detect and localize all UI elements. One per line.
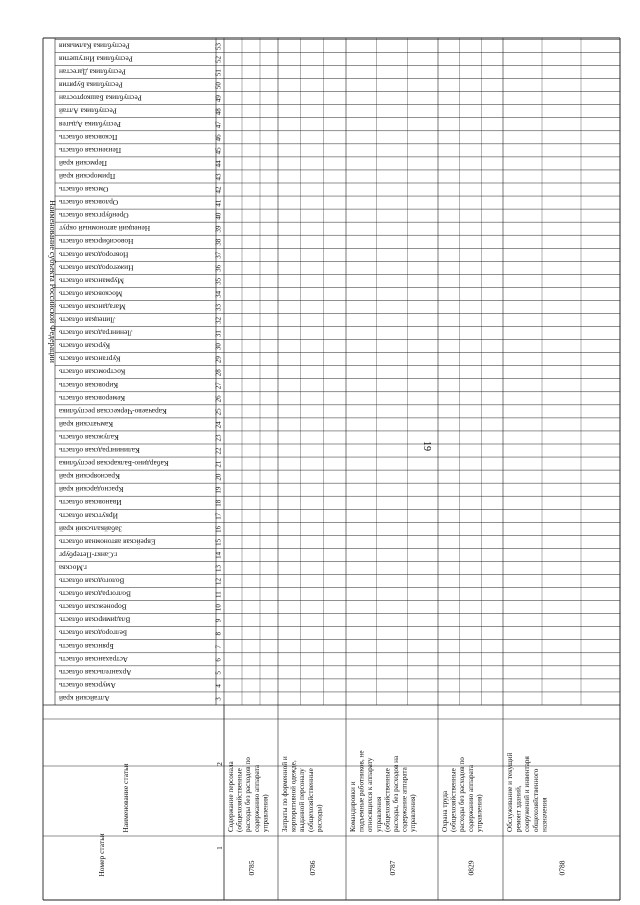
region-number: 16: [214, 525, 223, 533]
region-number: 9: [214, 618, 223, 623]
data-table: [43, 38, 620, 900]
article-name: управления: [374, 796, 383, 832]
article-name: Командировки и: [349, 781, 357, 832]
region-name: Красноярский край: [59, 472, 120, 482]
region-number: 17: [214, 512, 223, 520]
region-name: Калининградская область: [59, 446, 140, 456]
region-name: Камчатский край: [59, 419, 114, 429]
region-number: 50: [214, 82, 223, 90]
region-number: 19: [214, 486, 223, 494]
article-name: Затраты по форменной и: [281, 756, 289, 832]
article-name: Охрана труда: [441, 790, 449, 832]
article-name: расходы, без расходов на: [392, 755, 400, 832]
region-name: Алтайский край: [59, 693, 110, 703]
region-number: 18: [214, 499, 223, 507]
region-number: 10: [214, 604, 223, 612]
region-name: Ленинградская область: [59, 328, 133, 338]
region-number: 49: [214, 95, 223, 103]
region-number: 40: [214, 212, 223, 220]
group-header: Наименование субъекта Российской Федерации: [48, 200, 57, 363]
region-number: 37: [214, 251, 223, 259]
region-number: 7: [214, 645, 223, 649]
region-number: 34: [214, 290, 223, 298]
region-name: Омская область: [59, 185, 109, 195]
header-article-number: Номер статьи: [97, 833, 106, 877]
region-number: 20: [214, 473, 223, 481]
article-code: 0786: [308, 860, 317, 876]
region-name: Республика Башкортостан: [59, 93, 142, 103]
region-name: Псковская область: [59, 132, 118, 142]
region-name: г.Москва: [59, 563, 87, 573]
region-number: 51: [214, 69, 223, 77]
article-name: (общехозяйственные: [235, 768, 244, 832]
region-name: Республика Дагестан: [59, 67, 126, 77]
region-number: 32: [214, 317, 223, 325]
region-name: Новгородская область: [59, 250, 129, 260]
region-name: Пензенская область: [59, 145, 122, 155]
region-name: Костромская область: [59, 367, 126, 377]
region-name: Кабардино-Балкарская республика: [59, 459, 169, 469]
region-name: Забайкальский край: [59, 524, 123, 534]
region-name: Еврейская автономная область: [59, 537, 156, 547]
region-name: Иркутская область: [59, 511, 118, 521]
header-index-2: 2: [215, 762, 224, 766]
article-name: выданной персоналу: [298, 768, 307, 832]
region-name: Новосибирская область: [59, 237, 134, 247]
region-name: Брянская область: [59, 641, 114, 651]
header-index-1: 1: [215, 846, 224, 850]
region-number: 36: [214, 264, 223, 272]
article-name: управления): [409, 794, 418, 832]
region-name: Нижегородская область: [59, 263, 134, 273]
article-name: содержанию аппарата: [466, 764, 475, 832]
region-name: Пермский край: [59, 158, 108, 168]
article-name: ремонт зданий,: [514, 785, 523, 832]
article-name: назначения: [540, 797, 549, 832]
region-number: 31: [214, 330, 223, 338]
region-number: 5: [214, 671, 223, 675]
region-number: 53: [214, 42, 223, 50]
region-name: Курганская область: [59, 354, 121, 364]
region-name: Кемеровская область: [59, 393, 126, 403]
article-name: Содержание персонала: [227, 761, 235, 832]
article-name: (общехозяйственные: [449, 768, 458, 832]
region-number: 22: [214, 447, 223, 455]
region-name: Мурманская область: [59, 276, 124, 286]
region-name: Ненецкий автономный округ: [59, 224, 151, 234]
region-number: 52: [214, 56, 223, 64]
region-number: 38: [214, 238, 223, 246]
region-number: 48: [214, 108, 223, 116]
region-name: Оренбургская область: [59, 211, 129, 221]
region-name: Вологодская область: [59, 576, 125, 586]
region-name: Кировская область: [59, 380, 119, 390]
region-number: 6: [214, 658, 223, 662]
region-name: Орловская область: [59, 198, 119, 208]
article-name: Обслуживание и текущий: [506, 752, 514, 832]
article-name: содержание аппарата: [400, 767, 409, 832]
region-number: 29: [214, 356, 223, 364]
region-number: 42: [214, 186, 223, 194]
article-name: содержанию аппарата: [252, 764, 261, 832]
region-number: 11: [214, 591, 223, 598]
region-number: 3: [214, 697, 223, 701]
region-number: 27: [214, 382, 223, 390]
region-name: Республика Адыгея: [59, 119, 121, 129]
article-name: расходы без расходов по: [244, 757, 253, 832]
article-code: 0785: [247, 860, 256, 876]
region-number: 44: [214, 160, 223, 168]
region-number: 21: [214, 460, 223, 468]
region-number: 14: [214, 551, 223, 559]
region-name: Амурская область: [59, 680, 116, 690]
article-name: (общехозяйственные: [383, 768, 392, 832]
region-number: 35: [214, 277, 223, 285]
region-number: 26: [214, 395, 223, 403]
region-name: Калужская область: [59, 432, 119, 442]
region-name: Владимирская область: [59, 615, 131, 625]
region-name: Белгородская область: [59, 628, 128, 638]
region-number: 23: [214, 434, 223, 442]
region-name: Республика Бурятия: [59, 80, 123, 90]
region-name: Волгоградская область: [59, 589, 131, 599]
region-name: Республика Алтай: [59, 106, 117, 116]
article-name: расходы): [315, 804, 324, 832]
article-name: управления): [261, 794, 270, 832]
region-name: Республика Калмыкия: [59, 41, 130, 51]
article-name: управления): [475, 794, 484, 832]
header-article-name: Наименование статьи: [121, 763, 130, 833]
article-name: относящихся к аппарату: [366, 757, 375, 832]
article-name: сооружений и инвентаря: [523, 756, 532, 832]
region-name: Воронежская область: [59, 602, 127, 612]
page-number: 19: [421, 441, 432, 451]
region-number: 33: [214, 303, 223, 311]
region-name: Липецкая область: [59, 315, 116, 325]
region-name: Магаданская область: [59, 302, 126, 312]
region-name: Краснодарский край: [59, 485, 124, 495]
region-number: 46: [214, 134, 223, 142]
region-number: 45: [214, 147, 223, 155]
region-number: 4: [214, 684, 223, 688]
region-name: Архангельская область: [59, 667, 132, 677]
article-name: (общехозяйственные: [306, 768, 315, 832]
article-code: 0787: [388, 860, 397, 876]
region-number: 25: [214, 408, 223, 416]
region-number: 41: [214, 199, 223, 207]
region-name: Приморский край: [59, 171, 116, 181]
region-name: г.Санкт-Петербург: [59, 550, 118, 560]
region-number: 30: [214, 343, 223, 351]
article-code: 0788: [557, 860, 567, 876]
region-name: Карачаево-Черкесская республика: [59, 406, 167, 416]
article-name: общехозяйственного: [531, 768, 540, 832]
article-name: расходы без расходов по: [458, 757, 467, 832]
region-name: Республика Ингушетия: [59, 54, 133, 64]
region-name: Курская область: [59, 341, 111, 351]
region-number: 8: [214, 631, 223, 636]
region-number: 39: [214, 225, 223, 233]
article-name: корпоративной одежде,: [289, 760, 298, 832]
region-name: Московская область: [59, 289, 123, 299]
region-number: 28: [214, 369, 223, 377]
region-name: Астраханская область: [59, 654, 128, 664]
region-number: 43: [214, 173, 223, 181]
region-number: 12: [214, 578, 223, 586]
article-name: подъемные работников, не: [357, 750, 366, 832]
region-number: 47: [214, 121, 223, 129]
region-number: 15: [214, 538, 223, 546]
region-number: 24: [214, 421, 223, 429]
region-name: Ивановская область: [59, 498, 122, 508]
article-code: 0829: [466, 860, 476, 876]
region-number: 13: [214, 564, 223, 572]
